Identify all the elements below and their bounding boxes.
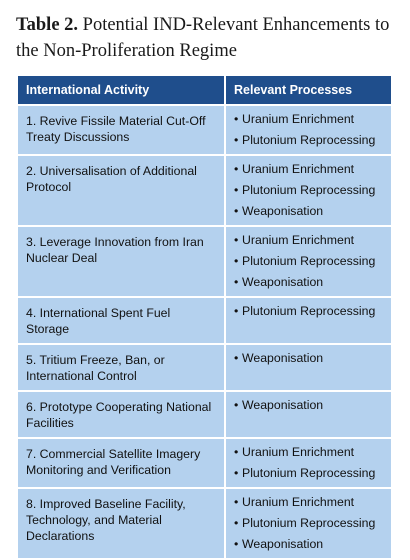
process-list bbox=[234, 395, 383, 416]
process-item bbox=[234, 272, 383, 293]
process-list bbox=[234, 230, 383, 293]
process-label: Weaponisation bbox=[242, 537, 324, 551]
process-list bbox=[234, 442, 383, 484]
process-item bbox=[234, 180, 383, 201]
process-item bbox=[234, 130, 383, 151]
activity-cell: 7. Commercial Satellite Imagery Monitoring and Verification bbox=[17, 438, 225, 488]
processes-cell bbox=[225, 226, 392, 297]
bullet-icon: • bbox=[234, 537, 239, 551]
process-label: Uranium Enrichment bbox=[242, 162, 355, 176]
activity-cell: 1. Revive Fissile Material Cut-Off Treaty Discussions bbox=[17, 105, 225, 155]
bullet-icon: • bbox=[234, 516, 239, 530]
activity-cell: 5. Tritium Freeze, Ban, or International Control bbox=[17, 344, 225, 391]
table-caption-label: Table 2. bbox=[16, 15, 79, 35]
table-row bbox=[17, 155, 392, 226]
process-label: Uranium Enrichment bbox=[242, 233, 355, 247]
process-list bbox=[234, 492, 383, 555]
table-row bbox=[17, 344, 392, 391]
process-label: Uranium Enrichment bbox=[242, 112, 355, 126]
process-label: Weaponisation bbox=[242, 275, 324, 289]
process-item bbox=[234, 492, 383, 513]
process-list bbox=[234, 159, 383, 222]
processes-cell bbox=[225, 391, 392, 438]
activity-cell: 8. Improved Baseline Facility, Technology, and Material Declarations bbox=[17, 488, 225, 559]
activity-cell: 6. Prototype Cooperating National Facilities bbox=[17, 391, 225, 438]
table-row bbox=[17, 297, 392, 344]
table-header-row bbox=[17, 75, 392, 105]
process-item bbox=[234, 201, 383, 222]
bullet-icon: • bbox=[234, 162, 239, 176]
process-item bbox=[234, 230, 383, 251]
bullet-icon: • bbox=[234, 304, 239, 318]
processes-cell bbox=[225, 344, 392, 391]
header-international-activity: International Activity bbox=[17, 75, 225, 105]
processes-cell bbox=[225, 488, 392, 559]
process-item bbox=[234, 251, 383, 272]
activity-cell: 3. Leverage Innovation from Iran Nuclear Deal bbox=[17, 226, 225, 297]
table-row bbox=[17, 488, 392, 559]
process-label: Plutonium Reprocessing bbox=[242, 183, 376, 197]
process-list bbox=[234, 348, 383, 369]
process-label: Uranium Enrichment bbox=[242, 445, 355, 459]
process-item bbox=[234, 463, 383, 484]
table-caption-text: Potential IND-Relevant Enhancements to the Non-Proliferation Regime bbox=[16, 15, 390, 61]
process-label: Plutonium Reprocessing bbox=[242, 466, 376, 480]
process-item bbox=[234, 534, 383, 555]
bullet-icon: • bbox=[234, 466, 239, 480]
process-item bbox=[234, 513, 383, 534]
process-item bbox=[234, 109, 383, 130]
bullet-icon: • bbox=[234, 112, 239, 126]
processes-cell bbox=[225, 297, 392, 344]
activity-cell: 2. Universalisation of Additional Protocol bbox=[17, 155, 225, 226]
process-label: Uranium Enrichment bbox=[242, 495, 355, 509]
process-item bbox=[234, 395, 383, 416]
process-item bbox=[234, 442, 383, 463]
table-row bbox=[17, 438, 392, 488]
process-label: Plutonium Reprocessing bbox=[242, 254, 376, 268]
bullet-icon: • bbox=[234, 351, 239, 365]
enhancements-table bbox=[16, 74, 393, 560]
processes-cell bbox=[225, 155, 392, 226]
process-label: Weaponisation bbox=[242, 204, 324, 218]
processes-cell bbox=[225, 438, 392, 488]
process-label: Plutonium Reprocessing bbox=[242, 516, 376, 530]
bullet-icon: • bbox=[234, 204, 239, 218]
bullet-icon: • bbox=[234, 398, 239, 412]
process-label: Plutonium Reprocessing bbox=[242, 304, 376, 318]
bullet-icon: • bbox=[234, 233, 239, 247]
processes-cell bbox=[225, 105, 392, 155]
activity-cell: 4. International Spent Fuel Storage bbox=[17, 297, 225, 344]
process-item bbox=[234, 159, 383, 180]
table-body bbox=[17, 105, 392, 559]
table-caption bbox=[16, 12, 400, 64]
process-item bbox=[234, 301, 383, 322]
table-row bbox=[17, 226, 392, 297]
process-item bbox=[234, 348, 383, 369]
process-label: Plutonium Reprocessing bbox=[242, 133, 376, 147]
bullet-icon: • bbox=[234, 495, 239, 509]
process-label: Weaponisation bbox=[242, 351, 324, 365]
bullet-icon: • bbox=[234, 445, 239, 459]
bullet-icon: • bbox=[234, 254, 239, 268]
process-list bbox=[234, 301, 383, 322]
header-relevant-processes: Relevant Processes bbox=[225, 75, 392, 105]
process-label: Weaponisation bbox=[242, 398, 324, 412]
table-row bbox=[17, 105, 392, 155]
table-row bbox=[17, 391, 392, 438]
bullet-icon: • bbox=[234, 133, 239, 147]
process-list bbox=[234, 109, 383, 151]
bullet-icon: • bbox=[234, 183, 239, 197]
bullet-icon: • bbox=[234, 275, 239, 289]
